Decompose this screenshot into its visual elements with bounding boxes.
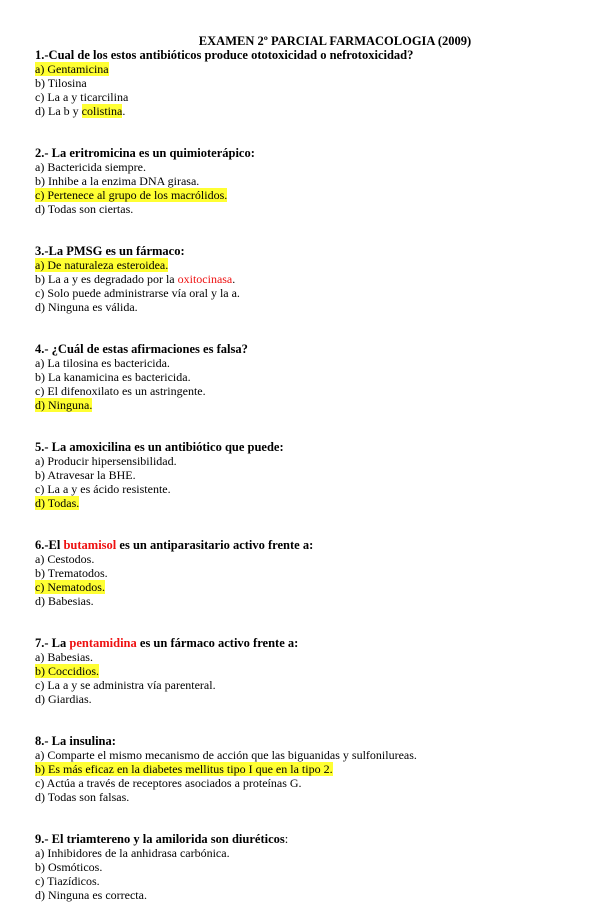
- question-2-text: 2.- La eritromicina es un quimioterápico:: [35, 146, 255, 160]
- question-5-option-a: a) Producir hipersensibilidad.: [35, 454, 177, 468]
- question-4-text: 4.- ¿Cuál de estas afirmaciones es falsa?: [35, 342, 248, 356]
- question-2-option-b: b) Inhibe a la enzima DNA girasa.: [35, 174, 200, 188]
- option-text: .: [232, 272, 236, 286]
- question-9-option-a: a) Inhibidores de la anhidrasa carbónica.: [35, 846, 230, 860]
- question-text: 9.- El triamtereno y la amilorida son diuréticos: [35, 832, 285, 846]
- question-3-option-d: d) Ninguna es válida.: [35, 300, 138, 314]
- question-2-option-a: a) Bactericida siempre.: [35, 160, 146, 174]
- question-3-text: 3.-La PMSG es un fármaco:: [35, 244, 185, 258]
- question-8-text: 8.- La insulina:: [35, 734, 116, 748]
- question-3-option-c: c) Solo puede administrarse vía oral y la a.: [35, 286, 240, 300]
- answer-highlight: a) Gentamicina: [35, 62, 109, 76]
- question-text: es un fármaco activo frente a:: [136, 636, 299, 650]
- question-4: [35, 342, 575, 412]
- red-term: oxitocinasa: [177, 272, 233, 286]
- question-text: :: [284, 832, 289, 846]
- question-8-option-b: [35, 762, 575, 776]
- question-5: [35, 440, 575, 510]
- question-4-option-d: [35, 398, 575, 412]
- question-1-option-b: b) Tilosina: [35, 76, 87, 90]
- question-6-option-a: a) Cestodos.: [35, 552, 95, 566]
- question-3-option-a: [35, 258, 575, 272]
- question-4-option-a: a) La tilosina es bactericida.: [35, 356, 170, 370]
- question-text: 7.- La: [35, 636, 70, 650]
- answer-highlight: b) Coccidios.: [35, 664, 99, 678]
- exam-page: [35, 34, 575, 902]
- answer-highlight: a) De naturaleza esteroidea.: [35, 258, 169, 272]
- question-7-option-b: [35, 664, 575, 678]
- question-6: [35, 538, 575, 608]
- answer-highlight: d) Todas.: [35, 496, 80, 510]
- question-4-option-c: c) El difenoxilato es un astringente.: [35, 384, 206, 398]
- answer-highlight: c) Pertenece al grupo de los macrólidos.: [35, 188, 228, 202]
- question-8-option-a: a) Comparte el mismo mecanismo de acción que las biguanidas y sulfonilureas.: [35, 748, 417, 762]
- question-8-option-c: c) Actúa a través de receptores asociados a proteínas G.: [35, 776, 302, 790]
- question-1-option-c: c) La a y ticarcilina: [35, 90, 129, 104]
- answer-highlight: c) Nematodos.: [35, 580, 105, 594]
- question-7-text: [35, 636, 575, 650]
- question-4-option-b: b) La kanamicina es bactericida.: [35, 370, 191, 384]
- red-term: pentamidina: [69, 636, 137, 650]
- option-text: b) La a y es degradado por la: [35, 272, 178, 286]
- question-9-option-b: b) Osmóticos.: [35, 860, 103, 874]
- question-7-option-d: d) Giardias.: [35, 692, 92, 706]
- question-1: [35, 48, 575, 118]
- question-9-option-c: c) Tiazídicos.: [35, 874, 100, 888]
- question-2: [35, 146, 575, 216]
- question-1-text: 1.-Cual de los estos antibióticos produce ototoxicidad o nefrotoxicidad?: [35, 48, 414, 62]
- question-6-option-b: b) Trematodos.: [35, 566, 108, 580]
- question-5-option-d: [35, 496, 575, 510]
- question-9: [35, 832, 575, 902]
- question-9-text: [35, 832, 575, 846]
- question-2-option-c: [35, 188, 575, 202]
- red-term: butamisol: [63, 538, 117, 552]
- question-8: [35, 734, 575, 804]
- exam-title: EXAMEN 2º PARCIAL FARMACOLOGIA (2009): [198, 34, 472, 48]
- question-3-option-b: [35, 272, 575, 286]
- answer-highlight: colistina: [81, 104, 123, 118]
- answer-highlight: b) Es más eficaz en la diabetes mellitus tipo I que en la tipo 2.: [35, 762, 333, 776]
- question-2-option-d: d) Todas son ciertas.: [35, 202, 134, 216]
- question-6-option-c: [35, 580, 575, 594]
- question-text: es un antiparasitario activo frente a:: [116, 538, 314, 552]
- option-text: .: [122, 104, 126, 118]
- question-5-text: 5.- La amoxicilina es un antibiótico que puede:: [35, 440, 284, 454]
- question-5-option-c: c) La a y es ácido resistente.: [35, 482, 171, 496]
- question-7-option-c: c) La a y se administra vía parenteral.: [35, 678, 216, 692]
- question-7-option-a: a) Babesias.: [35, 650, 93, 664]
- question-9-option-d: d) Ninguna es correcta.: [35, 888, 147, 902]
- question-3: [35, 244, 575, 314]
- question-8-option-d: d) Todas son falsas.: [35, 790, 130, 804]
- question-1-option-a: [35, 62, 575, 76]
- question-6-option-d: d) Babesias.: [35, 594, 94, 608]
- option-text: d) La b y: [35, 104, 82, 118]
- answer-highlight: d) Ninguna.: [35, 398, 93, 412]
- question-text: 6.-El: [35, 538, 64, 552]
- question-7: [35, 636, 575, 706]
- question-5-option-b: b) Atravesar la BHE.: [35, 468, 136, 482]
- question-6-text: [35, 538, 575, 552]
- question-1-option-d: [35, 104, 575, 118]
